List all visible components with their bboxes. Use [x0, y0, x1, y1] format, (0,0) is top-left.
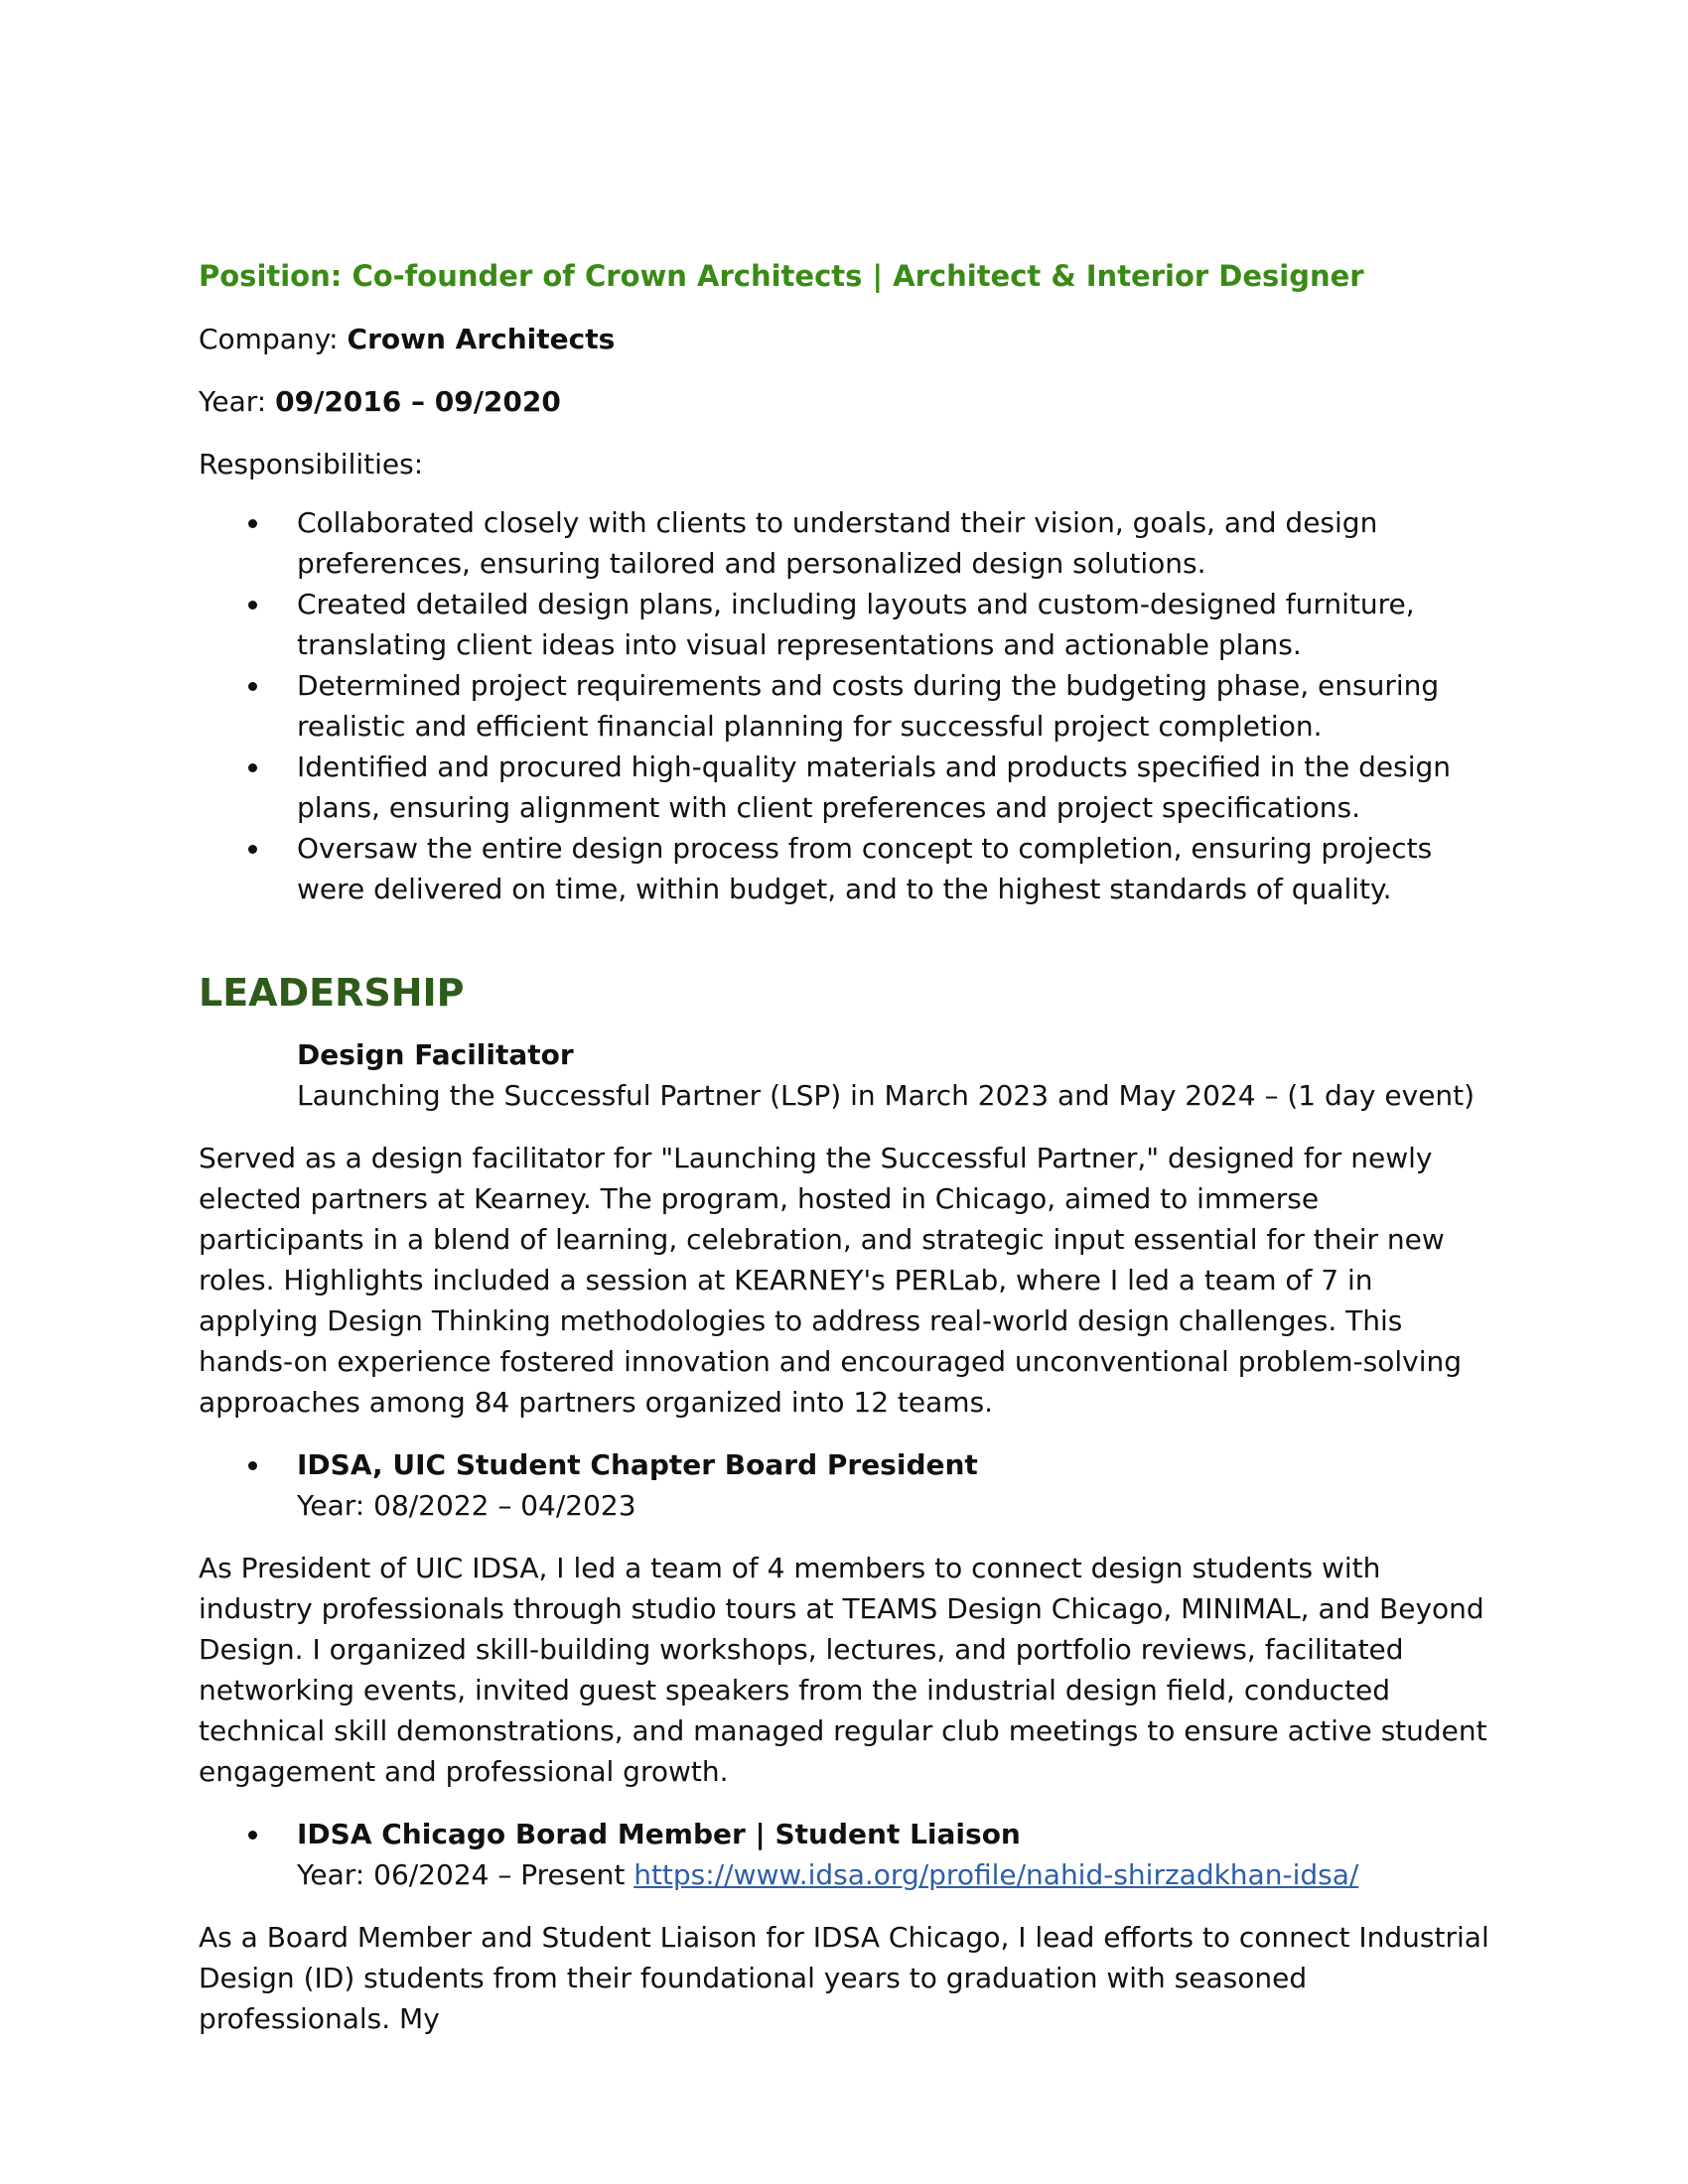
position-title: Position: Co-founder of Crown Architects | Architect & Interior Designer — [199, 259, 1364, 293]
year-label: Year: — [199, 385, 276, 418]
facilitator-description: Served as a design facilitator for "Launching the Successful Partner," designed for newly elected partners at Kearney. The program, hosted in Chicago, aimed to immerse participants in a blend of learning, celebration, and strategic input essential for their new roles. Highlights included a session at KEARNEY's PERLab, where I led a team of 7 in applying Design Thinking methodologies to address real-world design challenges. This hands-on experience fostered innovation and encouraged unconventional problem-solving approaches among 84 partners organized into 12 teams. — [199, 1142, 1463, 1419]
company-value: Crown Architects — [347, 323, 616, 355]
idsa-uic-title: IDSA, UIC Student Chapter Board President — [297, 1448, 978, 1481]
company-line — [199, 319, 1489, 359]
idsa-chicago-description: As a Board Member and Student Liaison for IDSA Chicago, I lead efforts to connect Industrial Design (ID) students from their foundational years to graduation with seasoned professionals. My — [199, 1921, 1489, 2035]
company-label: Company: — [199, 323, 348, 355]
idsa-chicago-title: IDSA Chicago Borad Member | Student Liaison — [297, 1818, 1021, 1850]
responsibility-text: Created detailed design plans, including layouts and custom-designed furniture, translating client ideas into visual representations and actionable plans. — [297, 588, 1415, 661]
bullet-icon — [248, 519, 257, 528]
list-item — [199, 828, 1489, 909]
responsibility-text: Collaborated closely with clients to understand their vision, goals, and design preferences, ensuring tailored and personalized design solutions. — [297, 506, 1378, 580]
responsibilities-label: Responsibilities: — [199, 448, 424, 480]
list-item — [199, 747, 1489, 828]
bullet-icon — [248, 1461, 257, 1470]
idsa-uic-year: Year: 08/2022 – 04/2023 — [297, 1489, 636, 1522]
bullet-icon — [248, 845, 257, 854]
list-item — [199, 665, 1489, 747]
bullet-icon — [248, 763, 257, 772]
list-item — [199, 1444, 1489, 1526]
list-item — [199, 502, 1489, 584]
list-item — [199, 584, 1489, 665]
year-line — [199, 381, 1489, 422]
bullet-icon — [248, 601, 257, 610]
facilitator-block — [199, 1034, 1489, 1116]
resume-page — [199, 256, 1489, 2061]
responsibility-text: Determined project requirements and costs during the budgeting phase, ensuring realistic and efficient financial planning for successful project completion. — [297, 669, 1440, 743]
bullet-icon — [248, 682, 257, 691]
facilitator-title: Design Facilitator — [297, 1038, 574, 1071]
idsa-profile-link[interactable]: https://www.idsa.org/profile/nahid-shirzadkhan-idsa/ — [633, 1858, 1359, 1891]
idsa-uic-description: As President of UIC IDSA, I led a team of 4 members to connect design students with industry professionals through studio tours at TEAMS Design Chicago, MINIMAL, and Beyond Design. I organized skill-building workshops, lectures, and portfolio reviews, facilitated networking events, invited guest speakers from the industrial design field, conducted technical skill demonstrations, and managed regular club meetings to ensure active student engagement and professional growth. — [199, 1552, 1487, 1788]
leadership-heading: LEADERSHIP — [199, 971, 465, 1015]
responsibility-text: Identified and procured high-quality materials and products specified in the design plans, ensuring alignment with client preferences and project specifications. — [297, 751, 1452, 824]
year-value: 09/2016 – 09/2020 — [275, 385, 561, 418]
idsa-uic-list — [199, 1444, 1489, 1526]
list-item — [199, 1814, 1489, 1895]
responsibilities-list — [199, 502, 1489, 909]
facilitator-subtitle: Launching the Successful Partner (LSP) in March 2023 and May 2024 – (1 day event) — [297, 1079, 1476, 1112]
bullet-icon — [248, 1831, 257, 1840]
responsibility-text: Oversaw the entire design process from concept to completion, ensuring projects were delivered on time, within budget, and to the highest standards of quality. — [297, 832, 1433, 905]
idsa-chicago-list — [199, 1814, 1489, 1895]
idsa-chicago-year: Year: 06/2024 – Present — [297, 1858, 634, 1891]
